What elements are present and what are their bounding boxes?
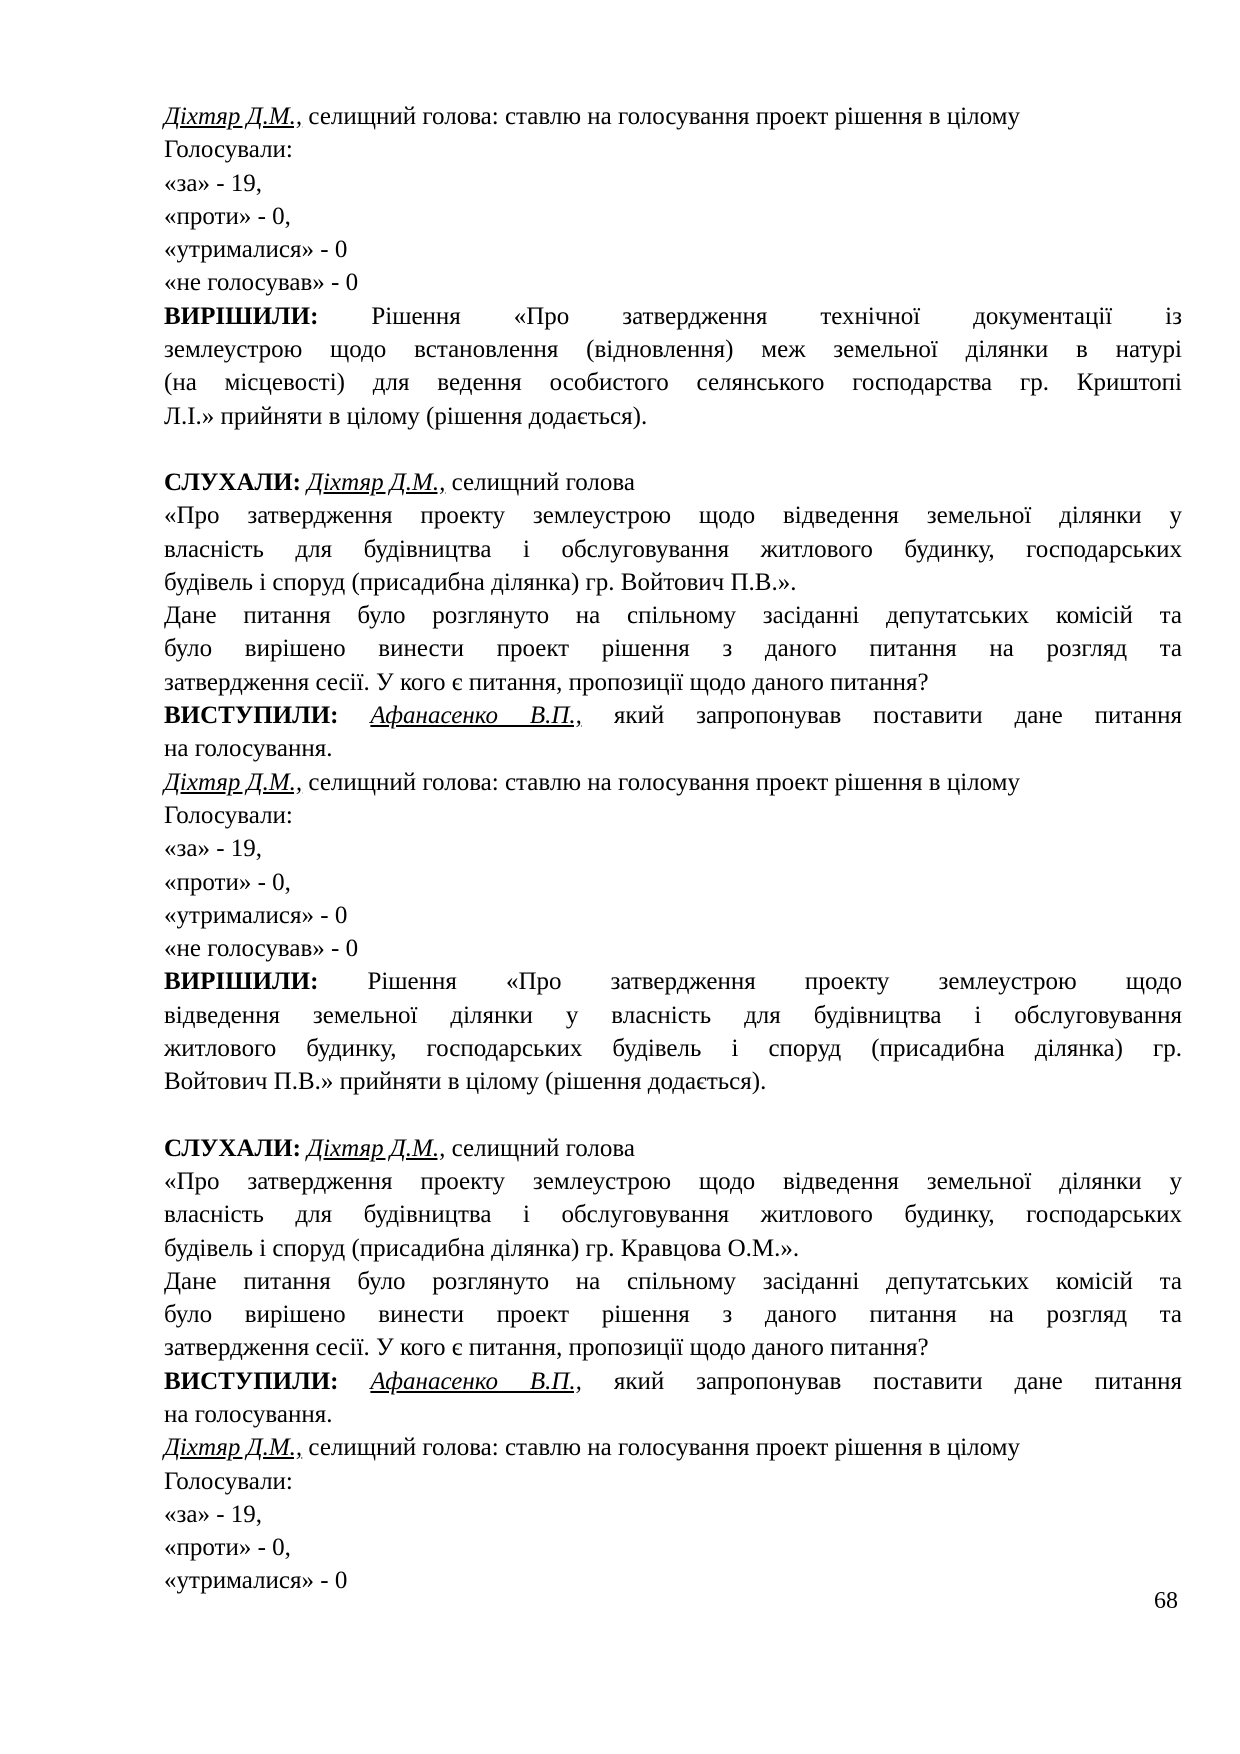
chair-name: Діхтяр Д.М.,	[164, 768, 303, 796]
topic-line: будівель і споруд (присадибна ділянка) гр. Кравцова О.М.».	[164, 1234, 800, 1262]
topic-line: власність для будівництва і обслуговування житлового будинку, господарських	[164, 535, 1182, 563]
paragraph-gap	[164, 1099, 1182, 1132]
page-number: 68	[1154, 1588, 1178, 1614]
decided-keyword: ВИРІШИЛИ:	[164, 968, 319, 996]
spoke-line: ВИСТУПИЛИ: Афанасенко В.П., який запропонував поставити дане питання	[164, 1367, 1183, 1395]
vote-abstain: «утрималися» - 0	[164, 236, 348, 264]
voted-label: Голосували:	[164, 136, 293, 164]
decision-line: Войтович П.В.» прийняти в цілому (рішення додається).	[164, 1068, 767, 1096]
topic-line: «Про затвердження проекту землеустрою щодо відведення земельної ділянки у	[164, 502, 1182, 530]
chair-line: Діхтяр Д.М., селищний голова: ставлю на голосування проект рішення в цілому	[164, 768, 1020, 796]
decision-line: ВИРІШИЛИ: Рішення «Про затвердження технічної документації із	[164, 302, 1182, 330]
vote-for: «за» - 19,	[164, 169, 263, 197]
topic-line: власність для будівництва і обслуговування житлового будинку, господарських	[164, 1201, 1182, 1229]
discussion-line: Дане питання було розглянуто на спільному засіданні депутатських комісій та	[164, 602, 1182, 630]
heard-line: СЛУХАЛИ: Діхтяр Д.М., селищний голова	[164, 468, 635, 496]
decided-keyword: ВИРІШИЛИ:	[164, 302, 319, 330]
spoke-keyword: ВИСТУПИЛИ:	[164, 702, 339, 730]
voted-label: Голосували:	[164, 801, 293, 829]
discussion-line: було вирішено винести проект рішення з даного питання на розгляд та	[164, 635, 1182, 663]
vote-not-voted: «не голосував» - 0	[164, 269, 359, 297]
spoke-line: ВИСТУПИЛИ: Афанасенко В.П., який запропонував поставити дане питання	[164, 702, 1183, 730]
decision-line: Л.І.» прийняти в цілому (рішення додається).	[164, 402, 648, 430]
discussion-line: затвердження сесії. У кого є питання, пропозиції щодо даного питання?	[164, 1334, 929, 1362]
chair-line: Діхтяр Д.М., селищний голова: ставлю на голосування проект рішення в цілому	[164, 1434, 1020, 1462]
document-page	[164, 100, 1182, 1598]
chair-name: Діхтяр Д.М.,	[164, 1434, 303, 1462]
heard-name: Діхтяр Д.М.,	[307, 468, 446, 496]
vote-against: «проти» - 0,	[164, 1534, 291, 1562]
decision-line: (на місцевості) для ведення особистого селянського господарства гр. Криштопі	[164, 369, 1182, 397]
heard-keyword: СЛУХАЛИ:	[164, 1134, 301, 1162]
voted-label: Голосували:	[164, 1467, 293, 1495]
heard-keyword: СЛУХАЛИ:	[164, 468, 301, 496]
decision-line: ВИРІШИЛИ: Рішення «Про затвердження проекту землеустрою щодо	[164, 968, 1182, 996]
discussion-line: було вирішено винести проект рішення з даного питання на розгляд та	[164, 1301, 1182, 1329]
discussion-line: Дане питання було розглянуто на спільному засіданні депутатських комісій та	[164, 1267, 1182, 1295]
decision-line: землеустрою щодо встановлення (відновлення) меж земельної ділянки в натурі	[164, 336, 1182, 364]
vote-not-voted: «не голосував» - 0	[164, 935, 359, 963]
spoke-name: Афанасенко В.П.,	[370, 702, 582, 730]
discussion-line: затвердження сесії. У кого є питання, пропозиції щодо даного питання?	[164, 668, 929, 696]
spoke-line: на голосування.	[164, 1400, 333, 1428]
vote-against: «проти» - 0,	[164, 202, 291, 230]
spoke-keyword: ВИСТУПИЛИ:	[164, 1367, 339, 1395]
decision-line: житлового будинку, господарських будівель і споруд (присадибна ділянка) гр.	[164, 1035, 1182, 1063]
decision-line: відведення земельної ділянки у власність для будівництва і обслуговування	[164, 1001, 1182, 1029]
vote-against: «проти» - 0,	[164, 868, 291, 896]
spoke-name: Афанасенко В.П.,	[370, 1367, 582, 1395]
chair-line: Діхтяр Д.М., селищний голова: ставлю на голосування проект рішення в цілому	[164, 103, 1020, 130]
vote-abstain: «утрималися» - 0	[164, 901, 348, 929]
topic-line: «Про затвердження проекту землеустрою щодо відведення земельної ділянки у	[164, 1167, 1182, 1195]
vote-for: «за» - 19,	[164, 835, 263, 863]
heard-name: Діхтяр Д.М.,	[307, 1134, 446, 1162]
spoke-line: на голосування.	[164, 735, 333, 763]
paragraph-gap	[164, 433, 1182, 466]
vote-for: «за» - 19,	[164, 1500, 263, 1528]
vote-abstain: «утрималися» - 0	[164, 1567, 348, 1595]
chair-name: Діхтяр Д.М.,	[164, 103, 303, 130]
topic-line: будівель і споруд (присадибна ділянка) гр. Войтович П.В.».	[164, 568, 797, 596]
heard-line: СЛУХАЛИ: Діхтяр Д.М., селищний голова	[164, 1134, 635, 1162]
